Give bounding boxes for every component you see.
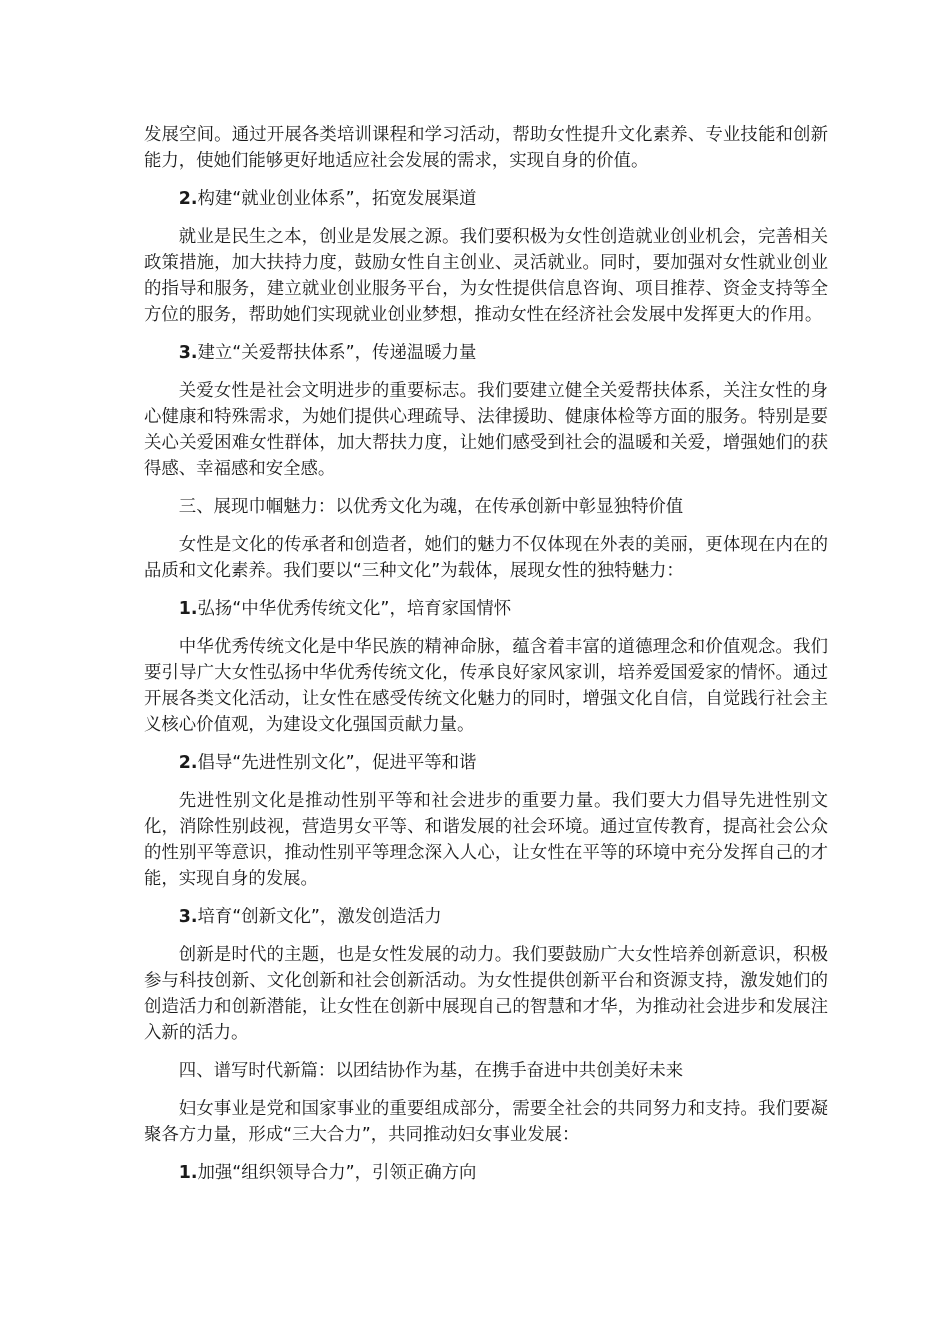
- subheading: [144, 904, 828, 930]
- subheading-number: 1.: [178, 599, 198, 619]
- paragraph: 中华优秀传统文化是中华民族的精神命脉，蕴含着丰富的道德理念和价值观念。我们要引导广大女性弘扬中华优秀传统文化，传承良好家风家训，培养爱国爱家的情怀。通过开展各类文化活动，让女性在感受传统文化魅力的同时，增强文化自信，自觉践行社会主义核心价值观，为建设文化强国贡献力量。: [144, 637, 828, 735]
- subheading: [144, 186, 828, 212]
- subheading: [144, 596, 828, 622]
- subheading: [144, 1160, 828, 1186]
- subheading-text: 建立“关爱帮扶体系”，传递温暖力量: [197, 343, 477, 363]
- paragraph: 先进性别文化是推动性别平等和社会进步的重要力量。我们要大力倡导先进性别文化，消除性别歧视，营造男女平等、和谐发展的社会环境。通过宣传教育，提高社会公众的性别平等意识，推动性别平等理念深入人心，让女性在平等的环境中充分发挥自己的才能，实现自身的发展。: [144, 791, 828, 889]
- paragraph: 妇女事业是党和国家事业的重要组成部分，需要全社会的共同努力和支持。我们要凝聚各方力量，形成“三大合力”，共同推动妇女事业发展：: [144, 1099, 828, 1145]
- subheading-text: 倡导“先进性别文化”，促进平等和谐: [197, 753, 477, 773]
- document-body: [144, 122, 828, 1198]
- subheading-text: 弘扬“中华优秀传统文化”，培育家国情怀: [197, 599, 512, 619]
- subheading-number: 3.: [178, 343, 198, 363]
- subheading-number: 3.: [178, 907, 198, 927]
- section-heading: 三、展现巾帼魅力：以优秀文化为魂，在传承创新中彰显独特价值: [178, 497, 684, 517]
- paragraph: 关爱女性是社会文明进步的重要标志。我们要建立健全关爱帮扶体系，关注女性的身心健康和特殊需求，为她们提供心理疏导、法律援助、健康体检等方面的服务。特别是要关心关爱困难女性群体，加大帮扶力度，让她们感受到社会的温暖和关爱，增强她们的获得感、幸福感和安全感。: [144, 381, 828, 479]
- paragraph: 发展空间。通过开展各类培训课程和学习活动，帮助女性提升文化素养、专业技能和创新能力，使她们能够更好地适应社会发展的需求，实现自身的价值。: [144, 125, 828, 171]
- subheading-text: 加强“组织领导合力”，引领正确方向: [197, 1163, 477, 1183]
- paragraph: 就业是民生之本，创业是发展之源。我们要积极为女性创造就业创业机会，完善相关政策措施，加大扶持力度，鼓励女性自主创业、灵活就业。同时，要加强对女性就业创业的指导和服务，建立就业创业服务平台，为女性提供信息咨询、项目推荐、资金支持等全方位的服务，帮助她们实现就业创业梦想，推动女性在经济社会发展中发挥更大的作用。: [144, 227, 828, 325]
- subheading-number: 2.: [178, 189, 198, 209]
- subheading-text: 构建“就业创业体系”，拓宽发展渠道: [197, 189, 477, 209]
- subheading: [144, 340, 828, 366]
- paragraph: 创新是时代的主题，也是女性发展的动力。我们要鼓励广大女性培养创新意识，积极参与科技创新、文化创新和社会创新活动。为女性提供创新平台和资源支持，激发她们的创造活力和创新潜能，让女性在创新中展现自己的智慧和才华，为推动社会进步和发展注入新的活力。: [144, 945, 828, 1043]
- paragraph: 女性是文化的传承者和创造者，她们的魅力不仅体现在外表的美丽，更体现在内在的品质和文化素养。我们要以“三种文化”为载体，展现女性的独特魅力：: [144, 535, 828, 581]
- subheading-text: 培育“创新文化”，激发创造活力: [197, 907, 442, 927]
- section-heading: 四、谱写时代新篇：以团结协作为基，在携手奋进中共创美好未来: [178, 1061, 684, 1081]
- subheading-number: 2.: [178, 753, 198, 773]
- subheading-number: 1.: [178, 1163, 198, 1183]
- subheading: [144, 750, 828, 776]
